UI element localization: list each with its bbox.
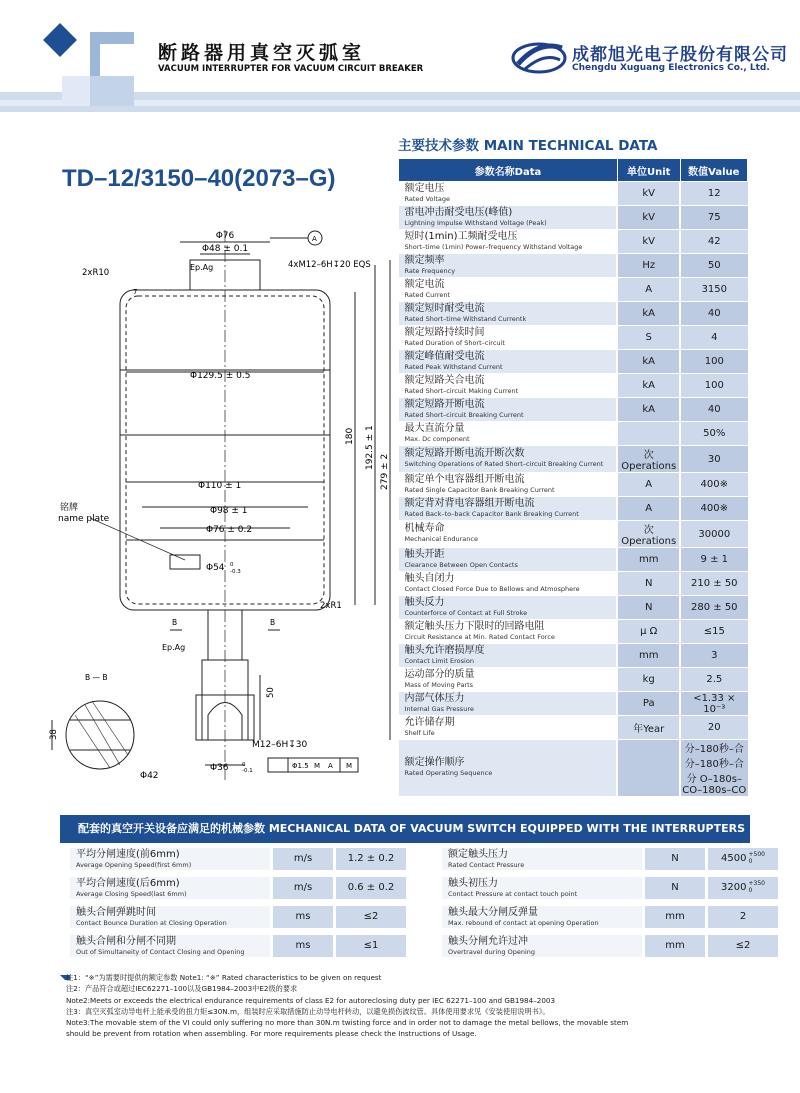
dim-d76b: Φ76 ± 0.2 — [206, 525, 253, 535]
param-en: Mass of Moving Parts — [404, 680, 474, 689]
param-en: Rated Short–circuit Making Current — [404, 386, 519, 395]
param-cn: 额定操作顺序 — [404, 757, 465, 768]
mech-param-en: Max. rebound of contact at opening Operation — [448, 919, 599, 927]
value-cell: 12 — [680, 182, 747, 206]
tol-value: Φ1.5 — [292, 762, 309, 770]
param-en: Clearance Between Open Contacts — [404, 560, 518, 569]
main-table-title: 主要技术参数 MAIN TECHNICAL DATA — [398, 138, 658, 154]
mech-param-en: Overtravel during Opening — [448, 948, 536, 956]
value-cell: 42 — [680, 230, 747, 254]
value-cell: ≤15 — [680, 620, 747, 644]
param-cn: 额定电压 — [404, 182, 445, 194]
value-cell: 210 ± 50 — [680, 572, 747, 596]
param-cn: 额定短时耐受电流 — [404, 302, 485, 314]
table-row — [399, 302, 748, 326]
main-technical-table — [398, 158, 748, 797]
mech-param-cell — [442, 848, 642, 870]
param-cell — [399, 644, 618, 668]
unit-cell: μ Ω — [617, 620, 680, 644]
note-line: 注3：真空灭弧室动导电杆上能承受的扭力矩≤30N.m，组装时应采取措施防止动导电杆转动，以避免损伤波纹管。具体使用要求见《安装使用说明书》。 — [66, 1006, 550, 1016]
mech-value-cell — [708, 848, 778, 870]
value-cell: 40 — [680, 398, 747, 422]
dim-d129: Φ129.5 ± 0.5 — [190, 371, 251, 381]
param-cn: 机械寿命 — [404, 523, 445, 534]
table-row — [399, 206, 748, 230]
mech-value-sub: 0 — [748, 858, 753, 865]
param-cell — [399, 497, 618, 521]
mech-table — [60, 848, 765, 963]
technical-drawing — [30, 220, 400, 800]
mech-param-cn: 平均合闸速度(后6mm) — [76, 878, 180, 889]
mech-param-cn: 平均分闸速度(前6mm) — [76, 849, 180, 860]
section-label: B — B — [85, 673, 108, 682]
table-row — [399, 446, 748, 473]
mech-param-cell — [442, 906, 642, 928]
company-name-en: Chengdu Xuguang Electronics Co., Ltd. — [572, 63, 770, 73]
param-cn: 额定短路开断电流 — [404, 398, 485, 410]
param-cell — [399, 473, 618, 497]
dim-d36-tol: 0 — [242, 762, 246, 768]
param-en: Lightning Impulse Withstand Voltage (Peak) — [404, 218, 547, 227]
mech-param-cell — [442, 877, 642, 899]
param-cn: 允许储存期 — [404, 716, 455, 728]
value-cell: 100 — [680, 350, 747, 374]
param-cell — [399, 278, 618, 302]
value-cell: 3 — [680, 644, 747, 668]
unit-cell: N — [617, 596, 680, 620]
mech-unit-cell — [645, 935, 705, 957]
mech-unit-cell — [645, 906, 705, 928]
param-en: Shelf Life — [404, 728, 435, 737]
value-cell: 30 — [680, 446, 747, 473]
value-cell: 400※ — [680, 473, 747, 497]
param-en: Rated Voltage — [404, 194, 450, 203]
param-en: Counterforce of Contact at Full Stroke — [404, 608, 528, 617]
param-en: Contact Closed Force Due to Bellows and Atmosphere — [404, 584, 580, 593]
param-cell — [399, 350, 618, 374]
dim-h279: 279 ± 2 — [380, 453, 390, 490]
param-en: Rated Current — [404, 290, 451, 299]
table-row — [399, 548, 748, 572]
table-row — [399, 350, 748, 374]
table-row — [399, 497, 748, 521]
dim-d54: Φ54 — [206, 563, 225, 573]
company-logo-icon — [510, 34, 568, 82]
param-cell — [399, 422, 618, 446]
dim-d98: Φ98 ± 1 — [210, 506, 248, 516]
value-cell: 9 ± 1 — [680, 548, 747, 572]
title-cn: 断路器用真空灭弧室 — [158, 42, 366, 64]
table-row — [399, 230, 748, 254]
mech-unit: ms — [295, 911, 311, 922]
mech-unit-cell — [645, 877, 705, 899]
section-b-left: B — [172, 618, 178, 627]
mech-param-cell — [442, 935, 642, 957]
param-cn: 最大直流分量 — [404, 422, 465, 434]
mech-unit: N — [671, 882, 679, 893]
table-row — [399, 716, 748, 740]
table-row — [399, 254, 748, 278]
mech-param-cell — [70, 906, 270, 928]
param-cell — [399, 548, 618, 572]
dim-d36: Φ36 — [210, 763, 229, 773]
mech-param-cell — [70, 848, 270, 870]
table-row — [399, 572, 748, 596]
param-cell — [399, 182, 618, 206]
mech-param-cn: 触头初压力 — [448, 878, 498, 889]
dim-d76: Φ76 — [215, 231, 235, 241]
mech-param-cell — [70, 935, 270, 957]
company-name-cn: 成都旭光电子股份有限公司 — [572, 45, 788, 65]
mech-section-title: 配套的真空开关设备应满足的机械参数 MECHANICAL DATA OF VACUUM SWITCH EQUIPPED WITH THE INTERRUPTERS — [60, 815, 750, 843]
value-cell: 40 — [680, 302, 747, 326]
mech-param-en: Contact Pressure at contact touch point — [448, 890, 578, 898]
param-cn: 额定短路关合电流 — [404, 374, 485, 386]
dim-d42: Φ42 — [140, 771, 159, 781]
mech-value-cell — [336, 848, 406, 870]
section-b-right: B — [270, 618, 276, 627]
mech-unit-cell — [273, 906, 333, 928]
mech-param-en: Out of Simultaneity of Contact Closing and Opening — [76, 948, 245, 956]
unit-cell — [617, 422, 680, 446]
value-cell: 分–180秒–合分–180秒–合分 O–180s–CO–180s–CO — [680, 740, 747, 797]
unit-cell: S — [617, 326, 680, 350]
mech-unit: m/s — [293, 882, 313, 893]
unit-cell: kA — [617, 398, 680, 422]
mech-value: 3200 — [721, 882, 747, 893]
param-cell — [399, 254, 618, 278]
mech-unit: N — [671, 853, 679, 864]
param-cell — [399, 692, 618, 716]
value-cell: 280 ± 50 — [680, 596, 747, 620]
param-cell — [399, 326, 618, 350]
value-cell: 30000 — [680, 521, 747, 548]
datum-a: A — [312, 235, 317, 243]
table-row — [399, 278, 748, 302]
radius-r10: 2xR10 — [82, 268, 110, 278]
param-cell — [399, 572, 618, 596]
param-cn: 额定峰值耐受电流 — [404, 350, 485, 362]
mech-param-en: Average Opening Speed(first 6mm) — [76, 861, 192, 869]
value-cell: 400※ — [680, 497, 747, 521]
param-cn: 额定电流 — [404, 278, 445, 290]
mech-value: ≤2 — [363, 911, 379, 922]
note-line: 注2：产品符合或超过IEC62271–100以及GB1984–2003中E2级的要求 — [66, 984, 298, 994]
tol-m2: M — [346, 762, 353, 770]
unit-cell: Hz — [617, 254, 680, 278]
mech-value: 0.6 ± 0.2 — [347, 882, 395, 893]
value-cell: 75 — [680, 206, 747, 230]
param-en: Rated Operating Sequence — [404, 769, 493, 777]
mech-param-cn: 额定触头压力 — [448, 849, 508, 860]
mech-param-en: Contact Bounce Duration at Closing Operation — [76, 919, 227, 927]
param-cn: 触头开距 — [404, 548, 445, 560]
mech-value-cell — [336, 906, 406, 928]
value-cell: <1.33 × 10⁻³ — [680, 692, 747, 716]
param-en: Mechanical Endurance — [404, 535, 478, 543]
unit-cell: 次 Operations — [617, 521, 680, 548]
param-en: Short–time (1min) Power–frequency Withstand Voltage — [404, 242, 583, 251]
param-cell — [399, 521, 618, 548]
mech-unit: m/s — [293, 853, 313, 864]
table-row — [399, 422, 748, 446]
param-cn: 额定频率 — [404, 254, 445, 266]
table-row — [399, 374, 748, 398]
dim-h38: 38 — [49, 729, 59, 740]
table-row — [399, 740, 748, 797]
mech-value: 4500 — [721, 853, 747, 864]
dim-h50: 50 — [266, 687, 276, 698]
unit-cell: kA — [617, 374, 680, 398]
param-en: Rated Duration of Short–circuit — [404, 338, 505, 347]
dim-seven: 7 — [133, 288, 138, 296]
param-cn: 内部气体压力 — [404, 692, 465, 704]
param-cell — [399, 302, 618, 326]
mech-param-cn: 触头最大分闸反弹量 — [448, 907, 538, 918]
mech-unit-cell — [273, 935, 333, 957]
param-en: Rated Single Capacitor Bank Breaking Current — [404, 485, 555, 494]
epag-top: Ep.Ag — [190, 263, 214, 272]
mech-param-en: Rated Contact Pressure — [448, 861, 525, 869]
mech-value-cell — [708, 877, 778, 899]
epag-bottom: Ep.Ag — [162, 643, 186, 652]
param-cn: 触头允许磨损厚度 — [404, 644, 485, 656]
param-cn: 额定单个电容器组开断电流 — [404, 473, 525, 485]
param-cell — [399, 740, 618, 797]
param-cn: 雷电冲击耐受电压(峰值) — [404, 206, 513, 218]
thread-top: 4xM12–6H↧20 EQS — [288, 260, 371, 270]
param-cell — [399, 374, 618, 398]
unit-cell: kg — [617, 668, 680, 692]
param-cn: 额定触头压力下限时的回路电阻 — [404, 620, 545, 632]
unit-cell: Pa — [617, 692, 680, 716]
param-cn: 额定短路开断电流开断次数 — [404, 448, 525, 459]
unit-cell: kA — [617, 350, 680, 374]
unit-cell: A — [617, 278, 680, 302]
mech-param-cn: 触头合闸弹跳时间 — [76, 907, 156, 918]
table-row — [399, 326, 748, 350]
table-row — [399, 668, 748, 692]
param-en: Max. Dc component — [404, 434, 470, 443]
unit-cell: mm — [617, 548, 680, 572]
mech-unit: mm — [665, 940, 685, 951]
unit-cell: kV — [617, 182, 680, 206]
param-cn: 额定短路持续时间 — [404, 326, 485, 338]
tol-a: A — [328, 762, 333, 770]
value-cell: 50% — [680, 422, 747, 446]
mech-value: 1.2 ± 0.2 — [347, 853, 395, 864]
mech-param-cn: 触头分闸允许过冲 — [448, 936, 528, 947]
param-en: Circuit Resistance at Min. Rated Contact Force — [404, 632, 555, 641]
mech-unit-cell — [273, 877, 333, 899]
dim-d54-tol: 0 — [230, 562, 234, 568]
notes — [66, 972, 766, 1040]
note-line: should be prevent from rotation when assembling. For more requirements please check the Instructions of Usage. — [66, 1029, 477, 1039]
unit-cell: A — [617, 473, 680, 497]
mech-value-cell — [336, 935, 406, 957]
dim-d36-tol2: -0.1 — [242, 768, 253, 774]
table-row — [399, 620, 748, 644]
param-en: Switching Operations of Rated Short–circuit Breaking Current — [404, 460, 604, 468]
table-row — [399, 644, 748, 668]
mech-value: 2 — [739, 911, 747, 922]
header-unit: 单位Unit — [617, 159, 680, 182]
unit-cell — [617, 740, 680, 797]
mech-unit: mm — [665, 911, 685, 922]
mech-unit: ms — [295, 940, 311, 951]
mech-param-cn: 触头合闸和分闸不同期 — [76, 936, 176, 947]
param-cell — [399, 668, 618, 692]
unit-cell: A — [617, 497, 680, 521]
note-line: 注1：“※”为需要时提供的额定参数 Note1: “※” Rated characteristics to be given on request — [66, 973, 382, 982]
param-en: Rated Short–circuit Breaking Current — [404, 410, 524, 419]
param-cn: 额定背对背电容器组开断电流 — [404, 497, 535, 509]
param-cell — [399, 716, 618, 740]
mech-value-sub: 0 — [748, 887, 753, 894]
param-cell — [399, 446, 618, 473]
mech-value-cell — [708, 906, 778, 928]
nameplate-cn: 铭牌 — [60, 503, 79, 513]
param-cell — [399, 230, 618, 254]
value-cell: 100 — [680, 374, 747, 398]
param-en: Rated Back–to–back Capacitor Bank Breaking Current — [404, 509, 579, 518]
dim-h192: 192.5 ± 1 — [365, 425, 375, 470]
param-cn: 触头反力 — [404, 596, 445, 608]
value-cell: 4 — [680, 326, 747, 350]
dim-h180: 180 — [345, 427, 355, 445]
param-en: Internal Gas Pressure — [404, 704, 474, 713]
unit-cell: mm — [617, 644, 680, 668]
param-en: Contact Limit Erosion — [404, 656, 474, 665]
radius-r1: 2xR1 — [320, 601, 342, 611]
unit-cell: 年Year — [617, 716, 680, 740]
param-cell — [399, 596, 618, 620]
param-cell — [399, 620, 618, 644]
dim-d110: Φ110 ± 1 — [198, 481, 242, 491]
param-en: Rated Peak Withstand Current — [404, 362, 503, 371]
mech-value-sup: +500 — [748, 851, 765, 858]
mech-value: ≤1 — [363, 940, 379, 951]
param-en: Rate Frequency — [404, 266, 456, 275]
unit-cell: kA — [617, 302, 680, 326]
table-row — [399, 398, 748, 422]
mech-value-sup: +350 — [748, 880, 765, 887]
table-row — [399, 596, 748, 620]
nameplate-en: name plate — [58, 514, 110, 524]
mech-value-cell — [708, 935, 778, 957]
tol-m1: M — [314, 762, 321, 770]
diamond-logo-icon — [30, 22, 150, 112]
param-en: Rated Short–time Withstand Currentk — [404, 314, 527, 323]
title-en: VACUUM INTERRUPTER FOR VACUUM CIRCUIT BREAKER — [158, 64, 424, 74]
param-cn: 触头自闭力 — [404, 572, 455, 584]
header-value: 数值Value — [680, 159, 747, 182]
header-data: 参数名称Data — [399, 159, 618, 182]
thread-bottom: M12–6H↧30 — [252, 740, 308, 750]
dim-d54-tol2: -0.3 — [230, 569, 241, 575]
dim-d48: Φ48 ± 0.1 — [201, 244, 249, 254]
mech-value-cell — [336, 877, 406, 899]
value-cell: 20 — [680, 716, 747, 740]
mech-param-en: Average Closing Speed(last 6mm) — [76, 890, 187, 898]
mech-unit-cell — [273, 848, 333, 870]
unit-cell: kV — [617, 230, 680, 254]
param-cell — [399, 398, 618, 422]
note-line: Note2:Meets or exceeds the electrical endurance requirements of class E2 for autoreclosing duty per IEC 62271–100 and GB1984–2003 — [66, 995, 556, 1005]
param-cell — [399, 206, 618, 230]
value-cell: 3150 — [680, 278, 747, 302]
value-cell: 2.5 — [680, 668, 747, 692]
unit-cell: 次 Operations — [617, 446, 680, 473]
table-row — [399, 521, 748, 548]
unit-cell: N — [617, 572, 680, 596]
mech-value: ≤2 — [735, 940, 751, 951]
table-row — [399, 182, 748, 206]
table-row — [399, 473, 748, 497]
model-number: TD–12/3150–40(2073–G) — [62, 165, 336, 192]
param-cn: 短时(1min)工频耐受电压 — [404, 230, 518, 242]
mech-unit-cell — [645, 848, 705, 870]
value-cell: 50 — [680, 254, 747, 278]
param-cn: 运动部分的质量 — [404, 668, 475, 680]
mech-param-cell — [70, 877, 270, 899]
note-line: Note3:The movable stem of the VI could only suffering no more than 30N.m twisting force and in order not to damage the metal bellows, the movable stem — [66, 1018, 629, 1028]
table-row — [399, 692, 748, 716]
unit-cell: kV — [617, 206, 680, 230]
